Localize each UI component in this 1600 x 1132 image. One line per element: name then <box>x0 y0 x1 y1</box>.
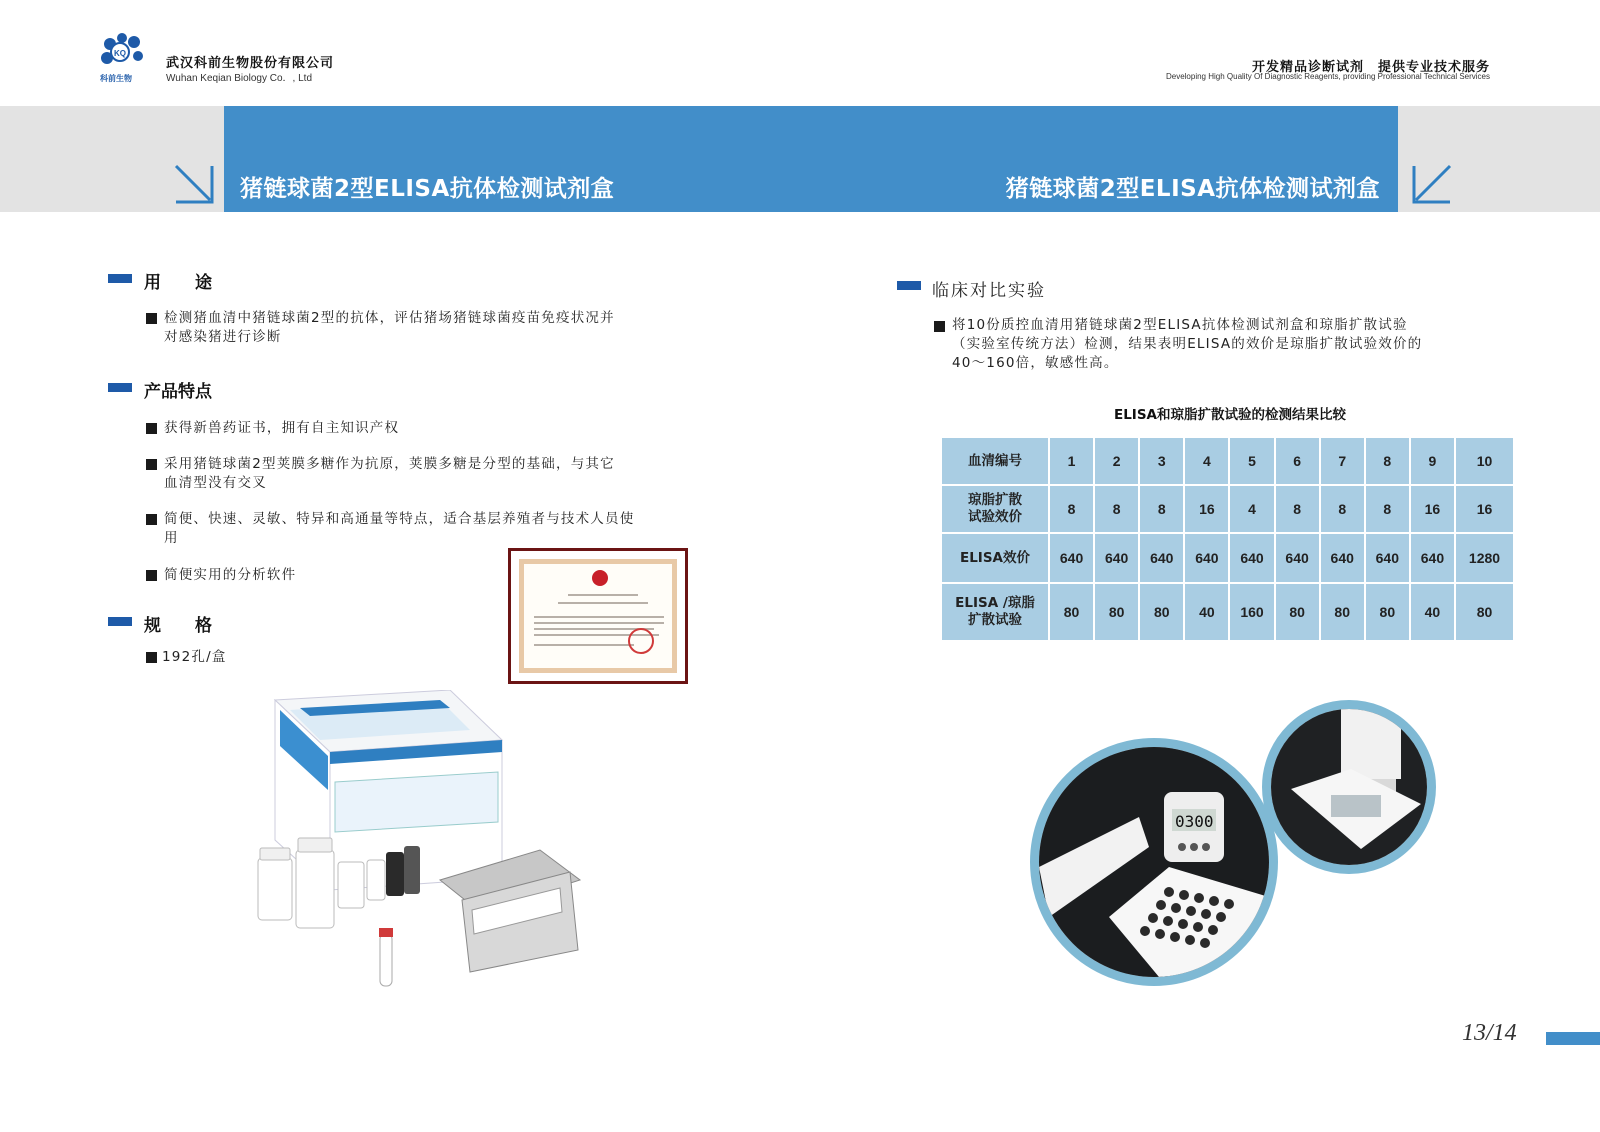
table-cell: 8 <box>1365 437 1410 485</box>
table-cell: 640 <box>1049 533 1094 583</box>
row-header: ELISA /琼脂 扩散试验 <box>941 583 1049 641</box>
banner-title-right: 猪链球菌2型ELISA抗体检测试剂盒 <box>1005 176 1380 202</box>
usage-text: 检测猪血清中猪链球菌2型的抗体，评估猪场猪链球菌疫苗免疫状况并对感染猪进行诊断 <box>164 310 615 345</box>
bullet-square <box>934 321 945 332</box>
table-cell: 640 <box>1184 533 1229 583</box>
table-cell: 16 <box>1184 485 1229 533</box>
table-cell: 1 <box>1049 437 1094 485</box>
certificate-image <box>508 548 688 684</box>
table-cell: 8 <box>1320 485 1365 533</box>
red-seal-icon <box>628 628 654 654</box>
bullet-square <box>146 313 157 324</box>
company-name-en: Wuhan Keqian Biology Co．, Ltd <box>166 73 313 84</box>
feature-item: 简便实用的分析软件 <box>164 567 297 583</box>
table-cell: 640 <box>1410 533 1455 583</box>
table-row <box>941 583 1514 641</box>
table-cell: 6 <box>1275 437 1320 485</box>
slogan-cn: 开发精品诊断试剂 提供专业技术服务 <box>1251 60 1490 75</box>
table-cell: 8 <box>1049 485 1094 533</box>
svg-text:KQ: KQ <box>114 49 126 58</box>
banner-title-left: 猪链球菌2型ELISA抗体检测试剂盒 <box>240 176 615 202</box>
table-cell: 8 <box>1275 485 1320 533</box>
table-cell: 40 <box>1410 583 1455 641</box>
section-heading-features: 产品特点 <box>144 382 212 402</box>
table-cell: 4 <box>1184 437 1229 485</box>
table-cell: 640 <box>1139 533 1184 583</box>
table-cell: 640 <box>1229 533 1274 583</box>
page-number-bar <box>1546 1032 1600 1045</box>
section-marker <box>108 383 132 392</box>
table-cell: 16 <box>1455 485 1514 533</box>
timer-display: 0300 <box>1175 812 1214 831</box>
bullet-square <box>146 423 157 434</box>
table-cell: 80 <box>1139 583 1184 641</box>
table-cell: 4 <box>1229 485 1274 533</box>
table-cell: 80 <box>1320 583 1365 641</box>
national-emblem-icon <box>592 570 608 586</box>
clinical-text: 将10份质控血清用猪链球菌2型ELISA抗体检测试剂盒和琼脂扩散试验（实验室传统方法）检测，结果表明ELISA的效价是琼脂扩散试验效价的40～160倍，敏感性高。 <box>952 317 1423 371</box>
table-cell: 8 <box>1094 485 1139 533</box>
comparison-table <box>940 436 1515 642</box>
arrow-down-left-icon <box>1408 162 1454 212</box>
table-cell: 40 <box>1184 583 1229 641</box>
table-cell: 5 <box>1229 437 1274 485</box>
table-cell: 10 <box>1455 437 1514 485</box>
table-cell: 80 <box>1049 583 1094 641</box>
table-cell: 640 <box>1094 533 1139 583</box>
spec-text: 192孔/盒 <box>162 649 227 665</box>
row-header: 琼脂扩散 试验效价 <box>941 485 1049 533</box>
table-cell: 2 <box>1094 437 1139 485</box>
table-cell: 3 <box>1139 437 1184 485</box>
table-cell: 160 <box>1229 583 1274 641</box>
product-kit-image <box>240 690 620 1000</box>
section-heading-clinical: 临床对比实验 <box>932 281 1046 301</box>
table-cell: 80 <box>1275 583 1320 641</box>
table-cell: 1280 <box>1455 533 1514 583</box>
company-name-cn: 武汉科前生物股份有限公司 <box>166 56 335 71</box>
feature-item: 获得新兽药证书，拥有自主知识产权 <box>164 420 400 436</box>
bullet-square <box>146 459 157 470</box>
table-cell: 16 <box>1410 485 1455 533</box>
page-number: 13/14 <box>1462 1020 1517 1046</box>
section-marker <box>108 617 132 626</box>
lab-photo-timer <box>1030 738 1278 986</box>
table-cell: 640 <box>1320 533 1365 583</box>
logo-caption: 科前生物 <box>100 74 132 83</box>
table-cell: 7 <box>1320 437 1365 485</box>
section-heading-spec: 规 格 <box>144 616 212 636</box>
table-cell: 8 <box>1139 485 1184 533</box>
table-cell: 80 <box>1094 583 1139 641</box>
row-header: ELISA效价 <box>941 533 1049 583</box>
bullet-square <box>146 652 157 663</box>
table-row <box>941 485 1514 533</box>
table-cell: 80 <box>1365 583 1410 641</box>
section-marker <box>897 281 921 290</box>
section-heading-usage: 用 途 <box>144 273 212 293</box>
lab-photo-pipette <box>1262 700 1436 874</box>
table-cell: 9 <box>1410 437 1455 485</box>
table-cell: 8 <box>1365 485 1410 533</box>
section-marker <box>108 274 132 283</box>
table-row <box>941 437 1514 485</box>
feature-item: 采用猪链球菌2型荚膜多糖作为抗原，荚膜多糖是分型的基础，与其它血清型没有交叉 <box>164 456 615 491</box>
comparison-table-title: ELISA和琼脂扩散试验的检测结果比较 <box>1113 407 1347 423</box>
bullet-square <box>146 514 157 525</box>
table-cell: 640 <box>1275 533 1320 583</box>
bullet-square <box>146 570 157 581</box>
feature-item: 简便、快速、灵敏、特异和高通量等特点，适合基层养殖者与技术人员使用 <box>164 511 635 546</box>
table-cell: 80 <box>1455 583 1514 641</box>
row-header: 血清编号 <box>941 437 1049 485</box>
table-row <box>941 533 1514 583</box>
arrow-down-right-icon <box>172 162 218 212</box>
table-cell: 640 <box>1365 533 1410 583</box>
slogan-en: Developing High Quality Of Diagnostic Reagents, providing Professional Technical Services <box>1165 72 1490 81</box>
